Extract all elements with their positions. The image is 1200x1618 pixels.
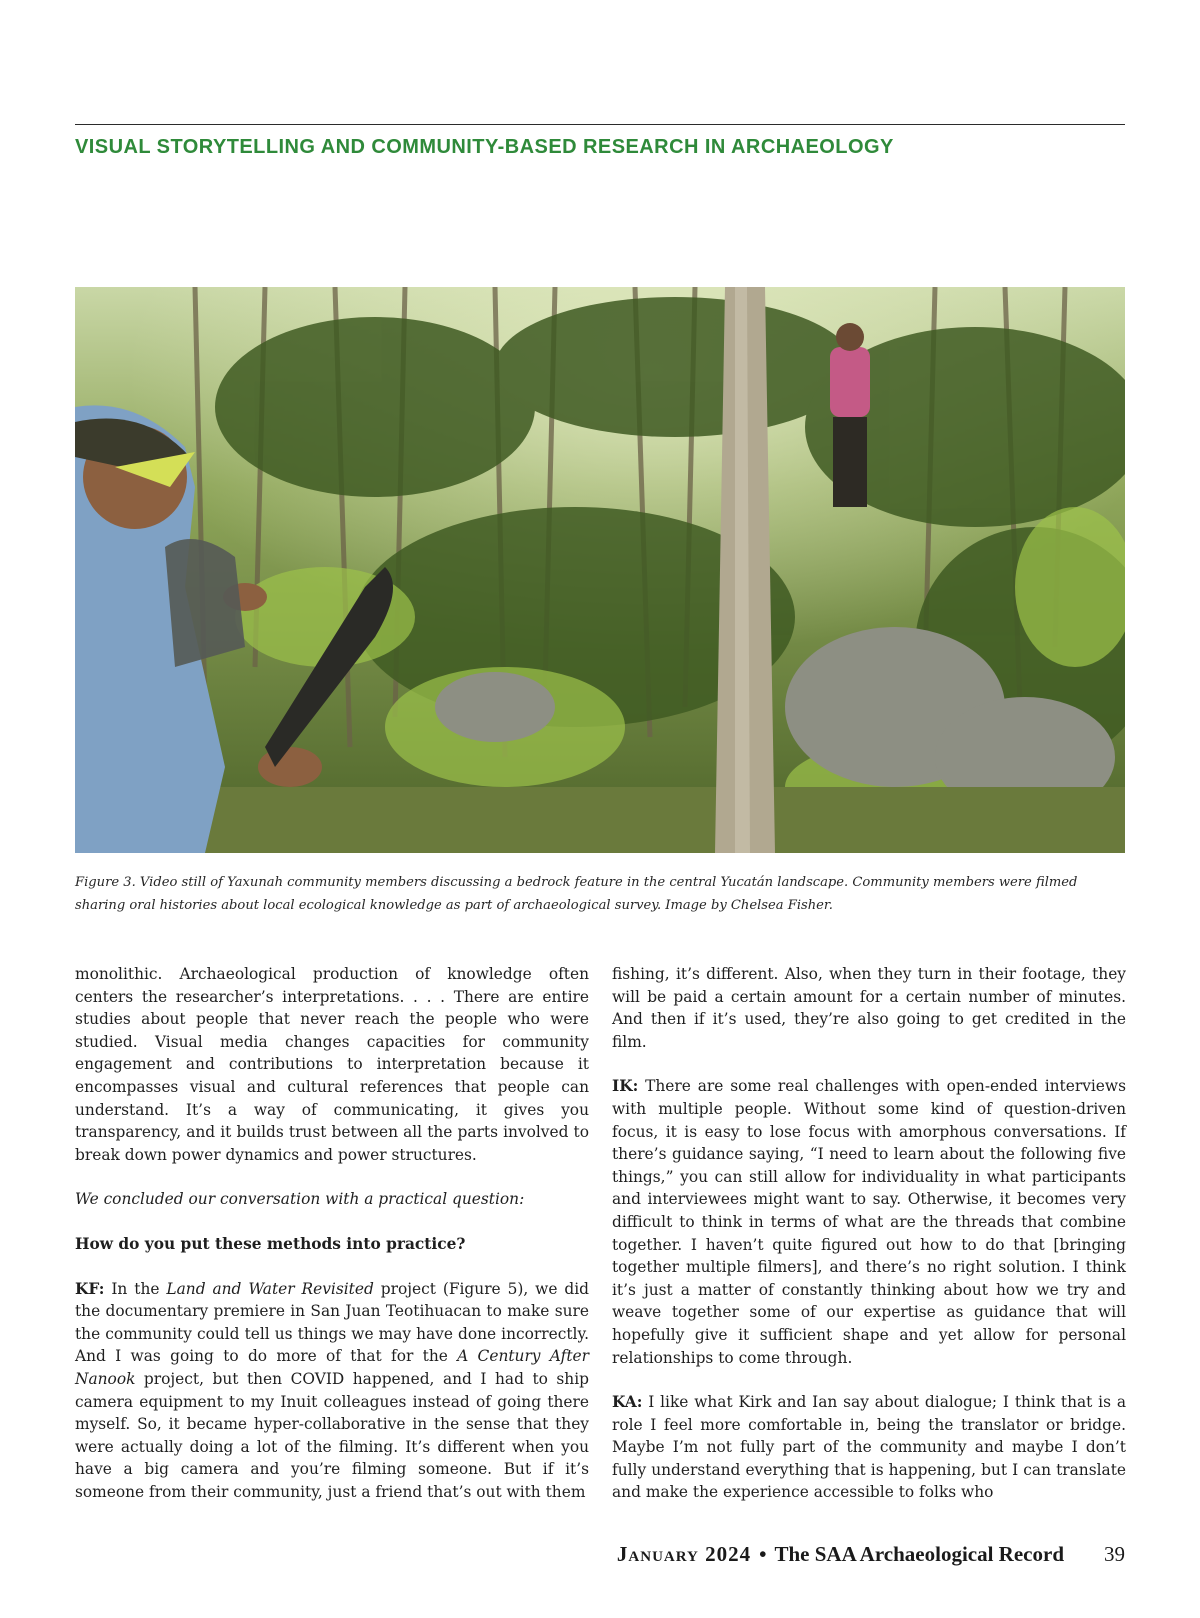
paragraph: fishing, it’s different. Also, when they turn in their footage, they will be paid a certain amount for a certain number of minutes. And then if it’s used, they’re also going to get credited in the film. [612,965,1126,1051]
forest-scene-image [75,287,1125,853]
question-heading: How do you put these methods into practice? [75,1234,466,1253]
paragraph-kf: KF: In the Land and Water Revisited project (Figure 5), we did the documentary premiere in San Juan Teotihuacan to make sure the community could tell us things we may have done incorrectly. And I was going to do more of that for the A Century After Nanook project, but then COVID happened, and I had to ship camera equipment to my Inuit colleagues instead of going there myself. So, it became hyper-collaborative in the sense that they were actually doing a lot of the filming. It’s different when you have a big camera and you’re filming someone. But if it’s someone from their community, just a friend that’s out with them [75,1279,589,1501]
left-column [75,963,589,1525]
project-title: Land and Water Revisited [166,1279,374,1298]
footer-bullet: • [759,1542,767,1566]
page-footer [617,1542,1125,1567]
figure-3-photo [75,287,1125,853]
paragraph-italic: We concluded our conversation with a practical question: [75,1190,525,1209]
header-rule [75,124,1125,125]
speaker-label: IK: [612,1077,639,1096]
journal-name: The SAA Archaeological Record [774,1542,1064,1566]
paragraph-ka: KA: I like what Kirk and Ian say about dialogue; I think that is a role I feel more comfortable in, being the translator or bridge. Maybe I’m not fully part of the community and maybe I don’t fully understand everything that is happening, but I can translate and make the experience accessible to folks who [612,1393,1126,1502]
figure-caption: Figure 3. Video still of Yaxunah community members discussing a bedrock feature in the central Yucatán landscape. Community members were filmed sharing oral histories about local ecological knowledge as part of archaeological survey. Image by Chelsea Fisher. [75,875,1078,913]
section-title: VISUAL STORYTELLING AND COMMUNITY-BASED RESEARCH IN ARCHAEOLOGY [75,136,894,158]
speaker-label: KF: [75,1279,105,1298]
speaker-label: KA: [612,1393,643,1412]
right-column [612,963,1126,1526]
project-title: A Century After Nanook [75,1347,589,1388]
paragraph-ik: IK: There are some real challenges with open-ended interviews with multiple people. Without some kind of question-driven focus, it is easy to lose focus with amorphous conversations. If there’s guidance saying, “I need to learn about the following five things,” you can still allow for individuality in what participants and interviewees might want to say. Otherwise, it becomes very difficult to think in terms of what are the threads that combine together. I haven’t quite figured out how to do that [bringing together multiple filmers], and there’s no right solution. I think it’s just a matter of constantly thinking about how we try and weave together some of our expertise as guidance that will hopefully give it sufficient shape and yet allow for personal relationships to come through. [612,1077,1126,1367]
paragraph: monolithic. Archaeological production of knowledge often centers the researcher’s interpretations. . . . There are entire studies about people that never reach the people who were studied. Visual media changes capacities for community engagement and contributions to interpretation because it encompasses visual and cultural references that people can understand. It’s a way of communicating, it gives you transparency, and it builds trust between all the parts involved to break down power dynamics and power structures. [75,965,589,1164]
issue-date: January 2024 [616,1542,752,1566]
page-number: 39 [1104,1542,1125,1566]
